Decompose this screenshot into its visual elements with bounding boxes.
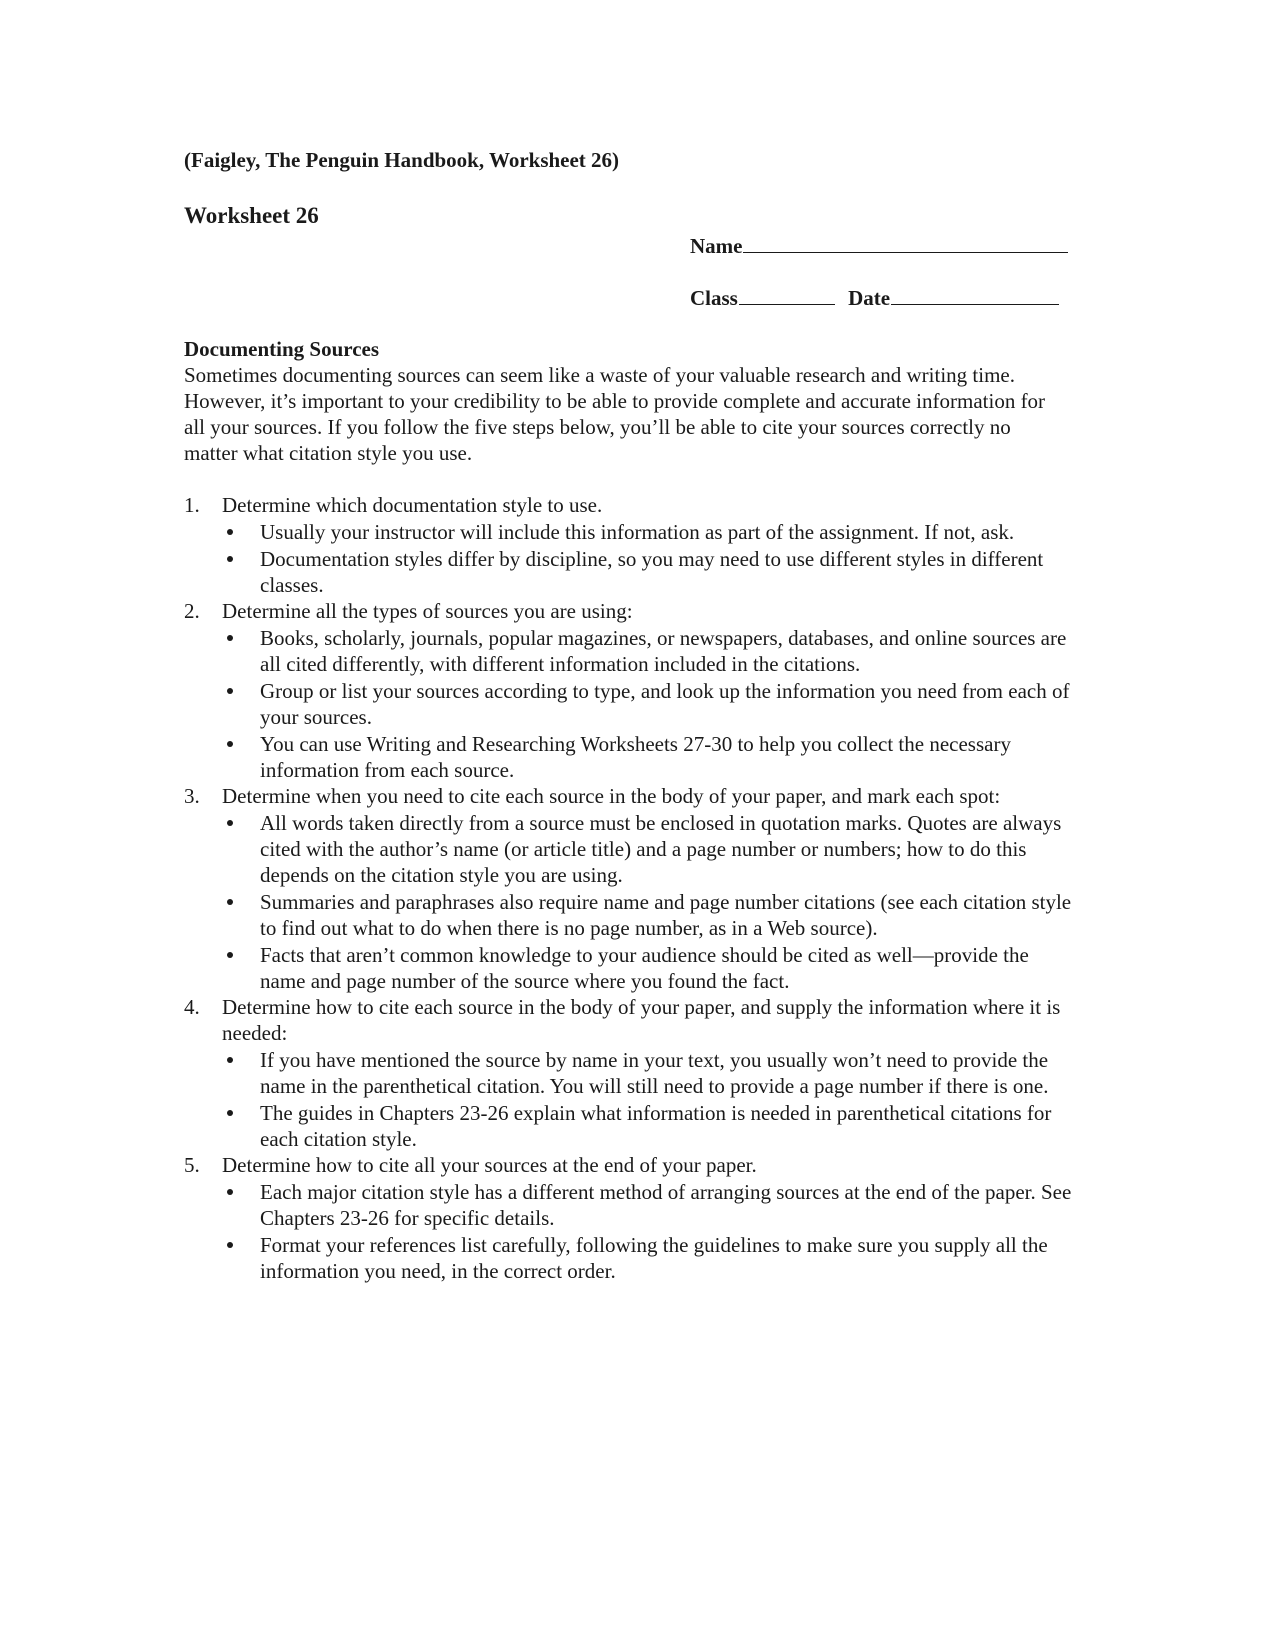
step-item <box>184 492 1079 598</box>
bullet-text: Format your references list carefully, following the guidelines to make sure you supply all the information you need, in the correct order. <box>260 1233 1048 1283</box>
bullet-text: The guides in Chapters 23-26 explain what information is needed in parenthetical citations for each citation style. <box>260 1101 1052 1151</box>
bullet-text: Documentation styles differ by discipline, so you may need to use different styles in different classes. <box>260 547 1044 597</box>
bullet-item <box>222 1179 1079 1231</box>
bullet-text: All words taken directly from a source must be enclosed in quotation marks. Quotes are always cited with the author’s name (or article title) and a page number or numbers; how to do this depends on the citation style you are using. <box>260 811 1062 887</box>
bullet-item <box>222 889 1079 941</box>
worksheet-title: Worksheet 26 <box>184 203 319 228</box>
class-date-row <box>690 286 1059 309</box>
bullet-dot-icon <box>227 1189 233 1195</box>
bullet-item <box>222 1232 1079 1284</box>
bullet-dot-icon <box>227 556 233 562</box>
bullet-item <box>222 942 1079 994</box>
step-number: 1. <box>184 493 200 517</box>
bullet-text: Books, scholarly, journals, popular magazines, or newspapers, databases, and online sources are all cited differently, with different information included in the citations. <box>260 626 1067 676</box>
bullet-list <box>222 1179 1079 1284</box>
bullet-text: Summaries and paraphrases also require name and page number citations (see each citation style to find out what to do when there is no page number, as in a Web source). <box>260 890 1072 940</box>
step-number: 3. <box>184 784 200 808</box>
date-blank[interactable] <box>891 286 1059 305</box>
step-item <box>184 994 1079 1152</box>
bullet-list <box>222 519 1079 598</box>
bullet-dot-icon <box>227 1242 233 1248</box>
class-blank[interactable] <box>739 286 835 305</box>
step-number: 4. <box>184 995 200 1019</box>
step-text: Determine all the types of sources you are using: <box>222 599 633 623</box>
bullet-dot-icon <box>227 1110 233 1116</box>
bullet-text: You can use Writing and Researching Worksheets 27-30 to help you collect the necessary information from each source. <box>260 732 1011 782</box>
bullet-item <box>222 678 1079 730</box>
steps-list <box>184 492 1079 1284</box>
source-citation-line: (Faigley, The Penguin Handbook, Worksheet 26) <box>184 148 620 172</box>
bullet-list <box>222 1047 1079 1152</box>
bullet-list <box>222 810 1079 994</box>
bullet-list <box>222 625 1079 783</box>
step-text: Determine which documentation style to use. <box>222 493 603 517</box>
bullet-dot-icon <box>227 899 233 905</box>
bullet-item <box>222 1100 1079 1152</box>
section-heading: Documenting Sources <box>184 337 380 361</box>
step-text: Determine when you need to cite each source in the body of your paper, and mark each spot: <box>222 784 1001 808</box>
date-label: Date <box>848 286 891 310</box>
bullet-text: Group or list your sources according to type, and look up the information you need from each of your sources. <box>260 679 1070 729</box>
bullet-dot-icon <box>227 952 233 958</box>
bullet-item <box>222 810 1079 888</box>
bullet-dot-icon <box>227 741 233 747</box>
bullet-item <box>222 731 1079 783</box>
bullet-text: Facts that aren’t common knowledge to your audience should be cited as well—provide the name and page number of the source where you found the fact. <box>260 943 1029 993</box>
step-item <box>184 598 1079 783</box>
name-field[interactable] <box>690 234 1068 257</box>
bullet-item <box>222 546 1079 598</box>
name-label: Name <box>690 234 743 258</box>
step-text: Determine how to cite each source in the body of your paper, and supply the information where it is needed: <box>222 995 1061 1045</box>
step-item <box>184 1152 1079 1284</box>
bullet-text: If you have mentioned the source by name in your text, you usually won’t need to provide the name in the parenthetical citation. You will still need to provide a page number if there is one. <box>260 1048 1049 1098</box>
bullet-item <box>222 519 1079 545</box>
bullet-dot-icon <box>227 1057 233 1063</box>
class-label: Class <box>690 286 738 310</box>
bullet-dot-icon <box>227 529 233 535</box>
name-blank[interactable] <box>743 234 1068 253</box>
intro-paragraph: Sometimes documenting sources can seem like a waste of your valuable research and writing time. However, it’s important to your credibility to be able to provide complete and accurate information for all your sources. If you follow the five steps below, you’ll be able to cite your sources correctly no matter what citation style you use. <box>184 363 1046 465</box>
step-text: Determine how to cite all your sources at the end of your paper. <box>222 1153 757 1177</box>
bullet-text: Usually your instructor will include this information as part of the assignment. If not, ask. <box>260 520 1015 544</box>
bullet-item <box>222 625 1079 677</box>
bullet-dot-icon <box>227 635 233 641</box>
step-number: 5. <box>184 1153 200 1177</box>
bullet-dot-icon <box>227 688 233 694</box>
bullet-text: Each major citation style has a different method of arranging sources at the end of the paper. See Chapters 23-26 for specific details. <box>260 1180 1072 1230</box>
bullet-item <box>222 1047 1079 1099</box>
step-number: 2. <box>184 599 200 623</box>
step-item <box>184 783 1079 994</box>
bullet-dot-icon <box>227 820 233 826</box>
